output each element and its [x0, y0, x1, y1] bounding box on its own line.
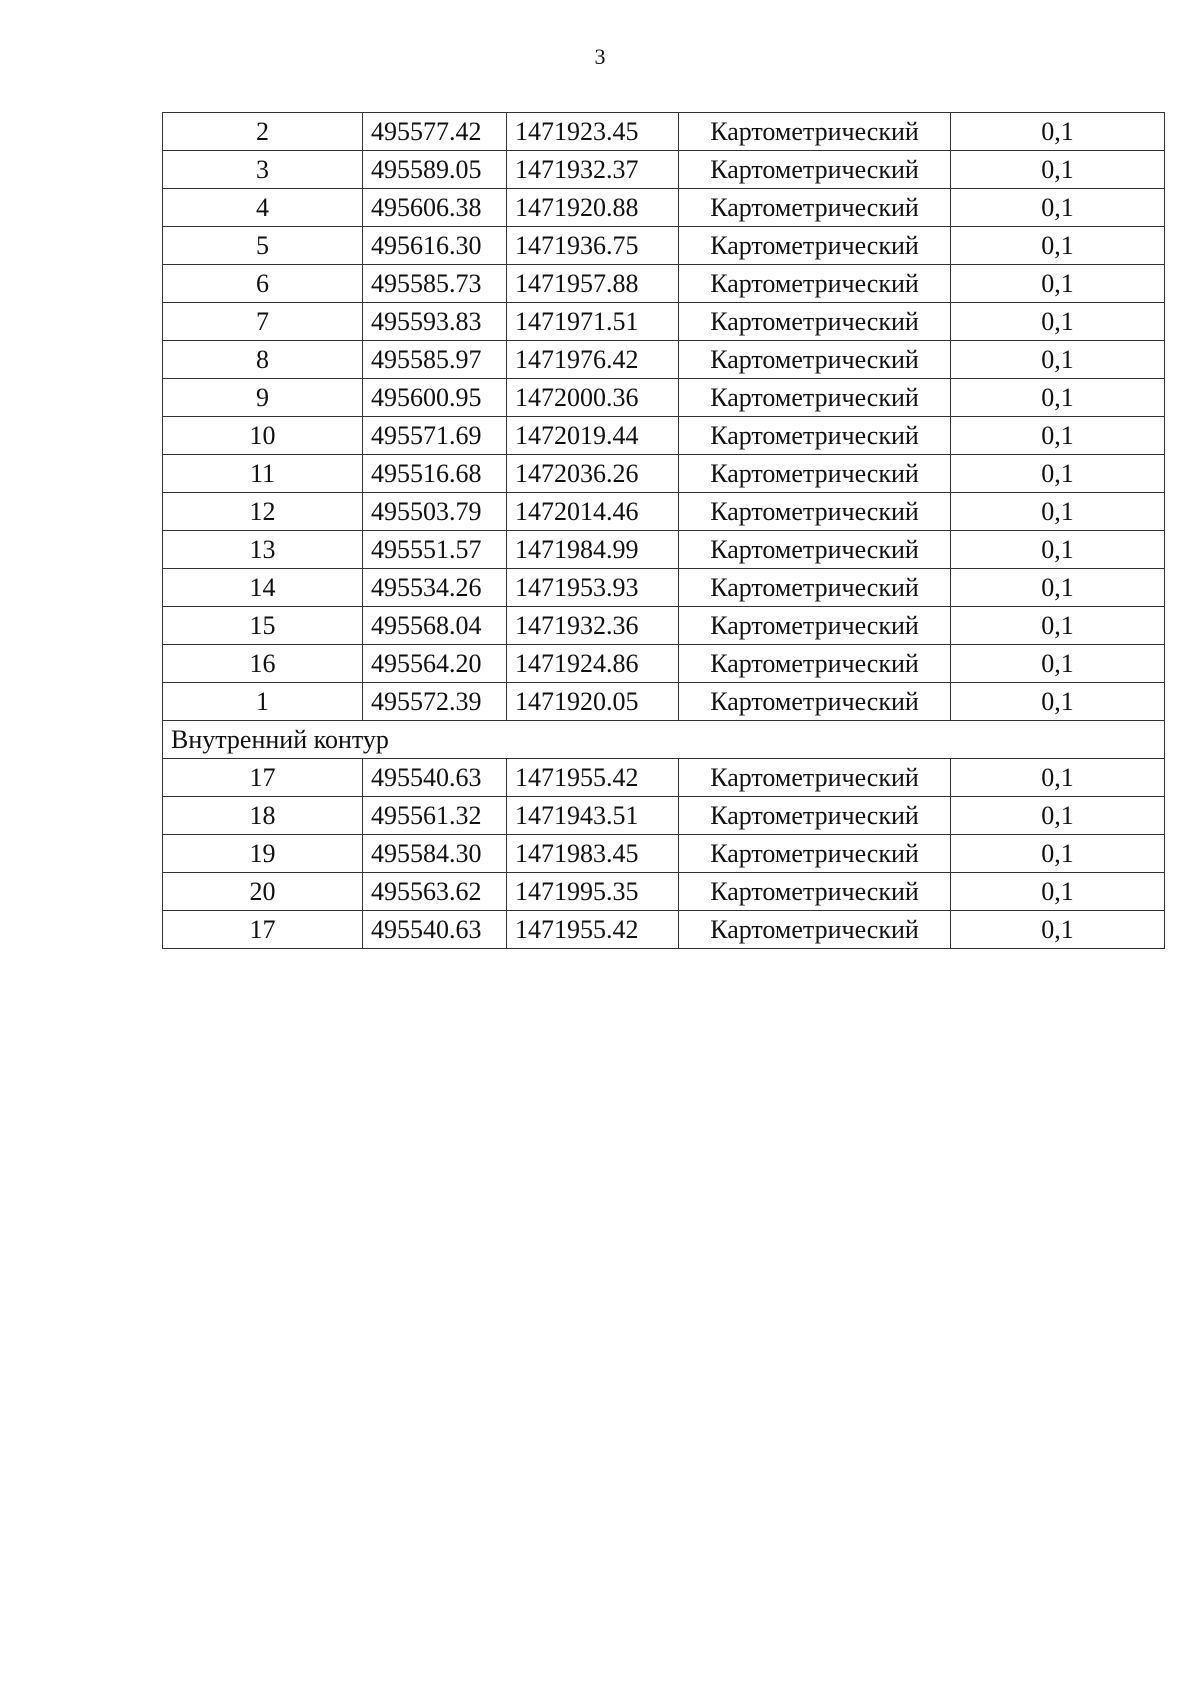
- accuracy-cell: 0,1: [951, 873, 1165, 911]
- table-row: [163, 417, 1165, 455]
- accuracy-cell: 0,1: [951, 417, 1165, 455]
- point-number-cell: 14: [163, 569, 363, 607]
- table-row: [163, 911, 1165, 949]
- accuracy-cell: 0,1: [951, 835, 1165, 873]
- table-row: [163, 341, 1165, 379]
- x-coordinate-cell: 495561.32: [363, 797, 507, 835]
- y-coordinate-cell: 1472019.44: [507, 417, 679, 455]
- y-coordinate-cell: 1471923.45: [507, 113, 679, 151]
- method-cell: Картометрический: [679, 493, 951, 531]
- point-number-cell: 1: [163, 683, 363, 721]
- x-coordinate-cell: 495540.63: [363, 911, 507, 949]
- point-number-cell: 7: [163, 303, 363, 341]
- accuracy-cell: 0,1: [951, 607, 1165, 645]
- y-coordinate-cell: 1471924.86: [507, 645, 679, 683]
- x-coordinate-cell: 495616.30: [363, 227, 507, 265]
- x-coordinate-cell: 495585.73: [363, 265, 507, 303]
- table-row: [163, 797, 1165, 835]
- table-row: [163, 493, 1165, 531]
- accuracy-cell: 0,1: [951, 227, 1165, 265]
- method-cell: Картометрический: [679, 911, 951, 949]
- method-cell: Картометрический: [679, 797, 951, 835]
- method-cell: Картометрический: [679, 531, 951, 569]
- method-cell: Картометрический: [679, 835, 951, 873]
- y-coordinate-cell: 1471955.42: [507, 911, 679, 949]
- y-coordinate-cell: 1472014.46: [507, 493, 679, 531]
- method-cell: Картометрический: [679, 569, 951, 607]
- table-row: [163, 607, 1165, 645]
- method-cell: Картометрический: [679, 607, 951, 645]
- x-coordinate-cell: 495606.38: [363, 189, 507, 227]
- method-cell: Картометрический: [679, 227, 951, 265]
- x-coordinate-cell: 495540.63: [363, 759, 507, 797]
- accuracy-cell: 0,1: [951, 911, 1165, 949]
- y-coordinate-cell: 1471995.35: [507, 873, 679, 911]
- table-row: [163, 645, 1165, 683]
- method-cell: Картометрический: [679, 683, 951, 721]
- page-number: 3: [594, 44, 606, 69]
- point-number-cell: 12: [163, 493, 363, 531]
- method-cell: Картометрический: [679, 759, 951, 797]
- accuracy-cell: 0,1: [951, 151, 1165, 189]
- point-number-cell: 4: [163, 189, 363, 227]
- table-row: [163, 379, 1165, 417]
- method-cell: Картометрический: [679, 417, 951, 455]
- point-number-cell: 20: [163, 873, 363, 911]
- point-number-cell: 17: [163, 911, 363, 949]
- y-coordinate-cell: 1471955.42: [507, 759, 679, 797]
- accuracy-cell: 0,1: [951, 531, 1165, 569]
- coordinates-table: [162, 112, 1165, 949]
- y-coordinate-cell: 1471976.42: [507, 341, 679, 379]
- accuracy-cell: 0,1: [951, 303, 1165, 341]
- table-row: [163, 873, 1165, 911]
- table-row: [163, 569, 1165, 607]
- accuracy-cell: 0,1: [951, 341, 1165, 379]
- y-coordinate-cell: 1471943.51: [507, 797, 679, 835]
- x-coordinate-cell: 495571.69: [363, 417, 507, 455]
- y-coordinate-cell: 1471920.05: [507, 683, 679, 721]
- x-coordinate-cell: 495584.30: [363, 835, 507, 873]
- method-cell: Картометрический: [679, 379, 951, 417]
- x-coordinate-cell: 495503.79: [363, 493, 507, 531]
- accuracy-cell: 0,1: [951, 569, 1165, 607]
- inner-contour-label: Внутренний контур: [163, 721, 1165, 759]
- y-coordinate-cell: 1471971.51: [507, 303, 679, 341]
- y-coordinate-cell: 1471957.88: [507, 265, 679, 303]
- point-number-cell: 6: [163, 265, 363, 303]
- point-number-cell: 19: [163, 835, 363, 873]
- accuracy-cell: 0,1: [951, 189, 1165, 227]
- accuracy-cell: 0,1: [951, 493, 1165, 531]
- method-cell: Картометрический: [679, 265, 951, 303]
- point-number-cell: 10: [163, 417, 363, 455]
- y-coordinate-cell: 1471932.37: [507, 151, 679, 189]
- coordinates-table-body: [163, 113, 1165, 949]
- accuracy-cell: 0,1: [951, 113, 1165, 151]
- table-row: [163, 265, 1165, 303]
- table-row: [163, 759, 1165, 797]
- point-number-cell: 2: [163, 113, 363, 151]
- point-number-cell: 11: [163, 455, 363, 493]
- table-row: [163, 227, 1165, 265]
- accuracy-cell: 0,1: [951, 379, 1165, 417]
- accuracy-cell: 0,1: [951, 683, 1165, 721]
- y-coordinate-cell: 1471932.36: [507, 607, 679, 645]
- point-number-cell: 16: [163, 645, 363, 683]
- x-coordinate-cell: 495568.04: [363, 607, 507, 645]
- y-coordinate-cell: 1471936.75: [507, 227, 679, 265]
- x-coordinate-cell: 495572.39: [363, 683, 507, 721]
- point-number-cell: 18: [163, 797, 363, 835]
- accuracy-cell: 0,1: [951, 645, 1165, 683]
- method-cell: Картометрический: [679, 645, 951, 683]
- point-number-cell: 17: [163, 759, 363, 797]
- table-row: [163, 189, 1165, 227]
- x-coordinate-cell: 495585.97: [363, 341, 507, 379]
- method-cell: Картометрический: [679, 873, 951, 911]
- y-coordinate-cell: 1471953.93: [507, 569, 679, 607]
- y-coordinate-cell: 1472036.26: [507, 455, 679, 493]
- x-coordinate-cell: 495600.95: [363, 379, 507, 417]
- table-row: [163, 113, 1165, 151]
- method-cell: Картометрический: [679, 151, 951, 189]
- x-coordinate-cell: 495516.68: [363, 455, 507, 493]
- method-cell: Картометрический: [679, 113, 951, 151]
- table-row: [163, 683, 1165, 721]
- method-cell: Картометрический: [679, 189, 951, 227]
- method-cell: Картометрический: [679, 341, 951, 379]
- y-coordinate-cell: 1471984.99: [507, 531, 679, 569]
- accuracy-cell: 0,1: [951, 265, 1165, 303]
- x-coordinate-cell: 495593.83: [363, 303, 507, 341]
- x-coordinate-cell: 495563.62: [363, 873, 507, 911]
- table-row: [163, 455, 1165, 493]
- point-number-cell: 3: [163, 151, 363, 189]
- y-coordinate-cell: 1471983.45: [507, 835, 679, 873]
- x-coordinate-cell: 495577.42: [363, 113, 507, 151]
- y-coordinate-cell: 1471920.88: [507, 189, 679, 227]
- table-row: [163, 303, 1165, 341]
- x-coordinate-cell: 495589.05: [363, 151, 507, 189]
- accuracy-cell: 0,1: [951, 759, 1165, 797]
- table-row: [163, 151, 1165, 189]
- x-coordinate-cell: 495564.20: [363, 645, 507, 683]
- x-coordinate-cell: 495551.57: [363, 531, 507, 569]
- section-row: [163, 721, 1165, 759]
- table-row: [163, 835, 1165, 873]
- point-number-cell: 5: [163, 227, 363, 265]
- x-coordinate-cell: 495534.26: [363, 569, 507, 607]
- table-row: [163, 531, 1165, 569]
- point-number-cell: 13: [163, 531, 363, 569]
- method-cell: Картометрический: [679, 455, 951, 493]
- accuracy-cell: 0,1: [951, 797, 1165, 835]
- point-number-cell: 15: [163, 607, 363, 645]
- point-number-cell: 9: [163, 379, 363, 417]
- method-cell: Картометрический: [679, 303, 951, 341]
- y-coordinate-cell: 1472000.36: [507, 379, 679, 417]
- point-number-cell: 8: [163, 341, 363, 379]
- accuracy-cell: 0,1: [951, 455, 1165, 493]
